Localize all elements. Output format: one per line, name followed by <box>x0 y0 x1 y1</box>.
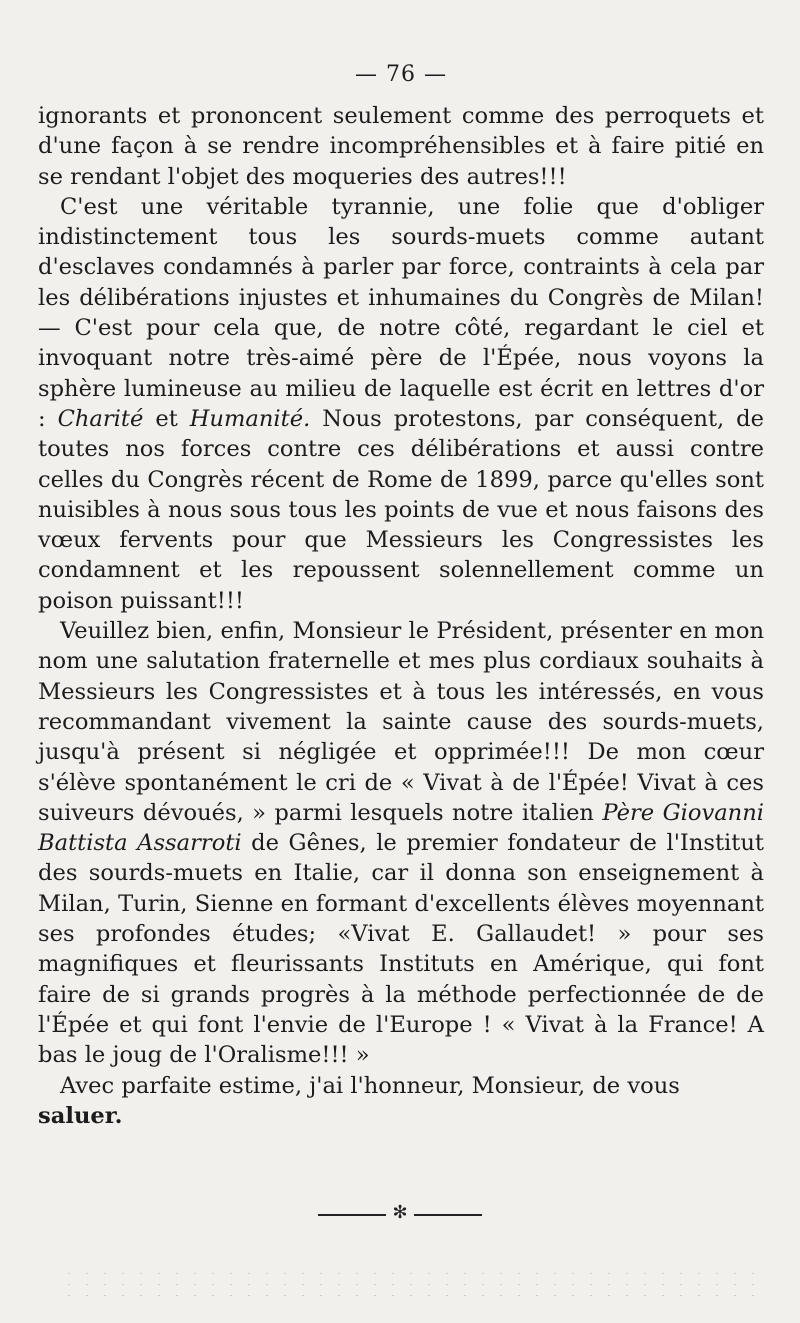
paragraph-1: ignorants et prononcent seulement comme des perroquets et d'une façon à se rendre incompréhensibles et à faire pitié en se rendant l'objet des moqueries des autres!!! <box>38 103 764 190</box>
paragraph-3 <box>38 616 764 1070</box>
paragraph-2-text: C'est une véritable tyrannie, une folie que d'obliger indistinctement tous les sourds-muets comme autant d'esclaves condamnés à parler par force, contraints à cela par les délibérations injustes et inhumaines du Congrès de Milan! — C'est pour cela que, de notre côté, regardant le ciel et invoquant notre très-aimé père de l'Épée, nous voyons la sphère lumineuse au milieu de laquelle est écrit en lettres d'or : <box>38 193 764 432</box>
conjunction: et <box>143 405 190 432</box>
signoff <box>38 1071 764 1132</box>
paragraph-3-text: Veuillez bien, enfin, Monsieur le Président, présenter en mon nom une salutation fraternelle et mes plus cordiaux souhaits à Messieurs les Congressistes et à tous les intéressés, en vous recommandant vivement la sainte cause des sourds-muets, jusqu'à présent si négligée et opprimée!!! De mon cœur s'élève spontanément le cri de « Vivat à de l'Épée! Vivat à ces suiveurs dévoués, » parmi lesquels notre italien <box>38 618 764 826</box>
paragraph-2 <box>38 192 764 616</box>
page-number: — 76 — <box>355 62 447 87</box>
paper-specks <box>60 1268 760 1298</box>
document-page <box>38 62 764 1131</box>
ornament-line-right <box>414 1214 482 1216</box>
paragraph-3-rest: de Gênes, le premier fondateur de l'Institut des sourds-muets en Italie, car il donna son enseignement à Milan, Turin, Sienne en formant d'excellents élèves moyennant ses profondes études; «Vivat E. Gallaudet! » pour ses magnifiques et fleurissants Instituts en Amérique, qui font faire de si grands progrès à la méthode perfectionnée de de l'Épée et qui font l'envie de l'Europe ! « Vivat à la France! A bas le joug de l'Oralisme!!! » <box>38 830 764 1069</box>
ornament-line-left <box>318 1214 386 1216</box>
signoff-text: Avec parfaite estime, j'ai l'honneur, Monsieur, de vous <box>60 1072 680 1099</box>
star-icon: ✻ <box>392 1202 408 1223</box>
end-ornament <box>318 1202 482 1223</box>
italic-charite: Charité <box>57 405 144 432</box>
body-text <box>38 101 764 1131</box>
italic-name: Père Giovanni Battista Assarroti <box>38 799 765 857</box>
signoff-last: saluer. <box>38 1102 123 1129</box>
italic-humanite: Humanité. <box>189 405 311 432</box>
paragraph-2-rest: Nous protestons, par conséquent, de toutes nos forces contre ces délibérations et aussi contre celles du Congrès récent de Rome de 1899, parce qu'elles sont nuisibles à nous sous tous les points de vue et nous faisons des vœux fervents pour que Messieurs les Congressistes les condamnent et les repoussent solennellement comme un poison puissant!!! <box>38 405 764 614</box>
